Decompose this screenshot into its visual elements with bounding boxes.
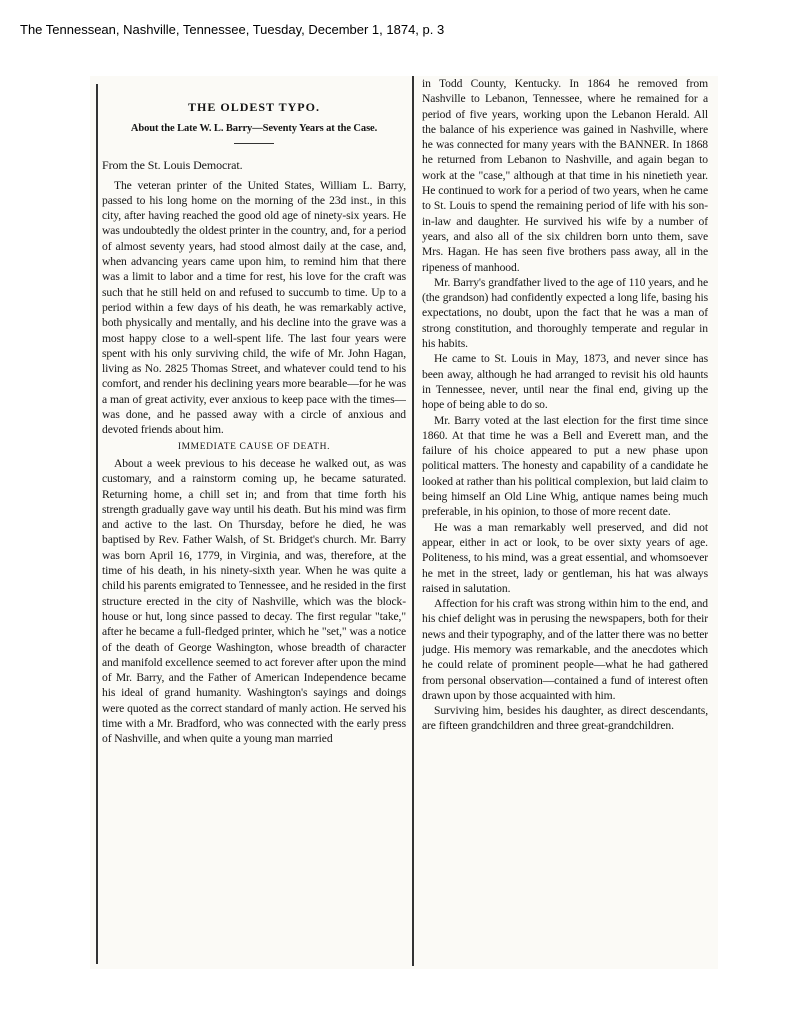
article-paragraph: Mr. Barry's grandfather lived to the age of 110 years, and he (the grandson) had confidently expected a long life, basing his expectations, no doubt, upon the fact that he was a man of strong constitution, and thoroughly temperate and regular in his habits.: [422, 275, 708, 351]
article-paragraph: Affection for his craft was strong within him to the end, and his chief delight was in perusing the newspapers, both for their news and their typography, and of the latter there was no better judge. His memory was remarkable, and the anecdotes which he could relate of prominent people—what he had gathered from personal observation—contained a fund of interest often drawn upon by those acquainted with him.: [422, 597, 708, 702]
subsection-heading: IMMEDIATE CAUSE OF DEATH.: [177, 441, 331, 452]
article-paragraph: About a week previous to his decease he walked out, as was customary, and a rainstorm coming up, he became saturated. Returning home, a chill set in; and from that time forth his strength gradually gave way until his death. But his mind was firm and active to the last. On Thursday, before he died, he was baptised by Rev. Father Walsh, of St. Bridget's church. Mr. Barry was born April 16, 1779, in Virginia, and was, therefore, at the time of his death, in his ninety-sixth year. When he was quite a child his parents emigrated to Tennessee, and he resided in the first structure erected in the city of Nashville, which was the block-house or hut, long since passed to decay. The first regular "take," after he became a full-fledged printer, which he "set," was a notice of the death of George Washington, whose breadth of character and manifold excellence seemed to act forever after upon the mind of Mr. Barry, and the Father of American Independence became his ideal of grand humanity. Washington's sayings and doings were quoted as the correct standard of manly action. He served his time with a Mr. Bradford, who was connected with the early press of Nashville, and when quite a young man married: [102, 456, 406, 746]
article-subheading: About the Late W. L. Barry—Seventy Years at the Case.: [130, 123, 378, 135]
heading-divider: [234, 143, 274, 144]
article-source: From the St. Louis Democrat.: [102, 158, 243, 173]
image-caption: The Tennessean, Nashville, Tennessee, Tuesday, December 1, 1874, p. 3: [20, 22, 445, 37]
column-rule-left: [96, 84, 98, 964]
article-paragraph: in Todd County, Kentucky. In 1864 he removed from Nashville to Lebanon, Tennessee, where he remained for a period of five years, working upon the Lebanon Herald. All the balance of his experience was gained in Nashville, where he was connected for many years with the BANNER. In 1868 he returned from Lebanon to Nashville, and again began to work at the "case," although at that time in his ninetieth year. He continued to work for a period of two years, when he came to St. Louis to spend the remaining period of life with his son-in-law and daughter. He survived his wife by a number of years, and also all of the six children born unto them, save Mrs. Hagan. He has seen five brothers pass away, all in the ripeness of manhood.: [422, 77, 708, 274]
article-column-2: [422, 76, 708, 966]
article-paragraph: Mr. Barry voted at the last election for the first time since 1860. At that time he was a Bell and Everett man, and the failure of his choice appeared to put a new phase upon political matters. The honesty and capability of a candidate he looked at rather than his political complexion, but laid claim to being himself an Old Line Whig, antique names being much preferable, in his opinion, to those of more recent date.: [422, 413, 708, 519]
article-heading: THE OLDEST TYPO.: [188, 100, 320, 114]
article-paragraph: He was a man remarkably well preserved, and did not appear, either in act or look, to be over sixty years of age. Politeness, to his mind, was a great essential, and whomsoever he met in the street, lady or gentleman, his hat was always raised in salutation.: [422, 520, 708, 595]
article-paragraph: The veteran printer of the United States, William L. Barry, passed to his long home on the morning of the 23d inst., in this city, after having reached the good old age of ninety-six years. He was undoubtedly the oldest printer in the country, and, for a period of almost seventy years, had stood almost daily at the case, and, when advancing years came upon him, to remind him that there was a limit to labor and a time for rest, his love for the craft was such that he still held on and refused to succumb to time. Up to a period within a few days of his death, he was remarkably active, both physically and mentally, and his decline into the grave was a most happy close to a well-spent life. The last four years were spent with his only surviving child, the wife of Mr. John Hagan, living as No. 2825 Thomas Street, and whatever could tend to his comfort, and render his declining years more bearable—for he was a man of great activity, ever anxious to keep pace with the times—was done, and he passed away with a circle of anxious and devoted friends about him.: [102, 178, 406, 437]
article-paragraph: He came to St. Louis in May, 1873, and never since has been away, although he had arranged to revisit his old haunts in Tennessee, never, until near the final end, giving up the hope of being able to do so.: [422, 352, 708, 412]
article-paragraph: Surviving him, besides his daughter, as direct descendants, are fifteen grandchildren and three great-grandchildren.: [422, 704, 708, 733]
column-rule-middle: [412, 76, 414, 966]
newspaper-clipping: [90, 76, 718, 969]
article-column-1: [102, 94, 406, 969]
